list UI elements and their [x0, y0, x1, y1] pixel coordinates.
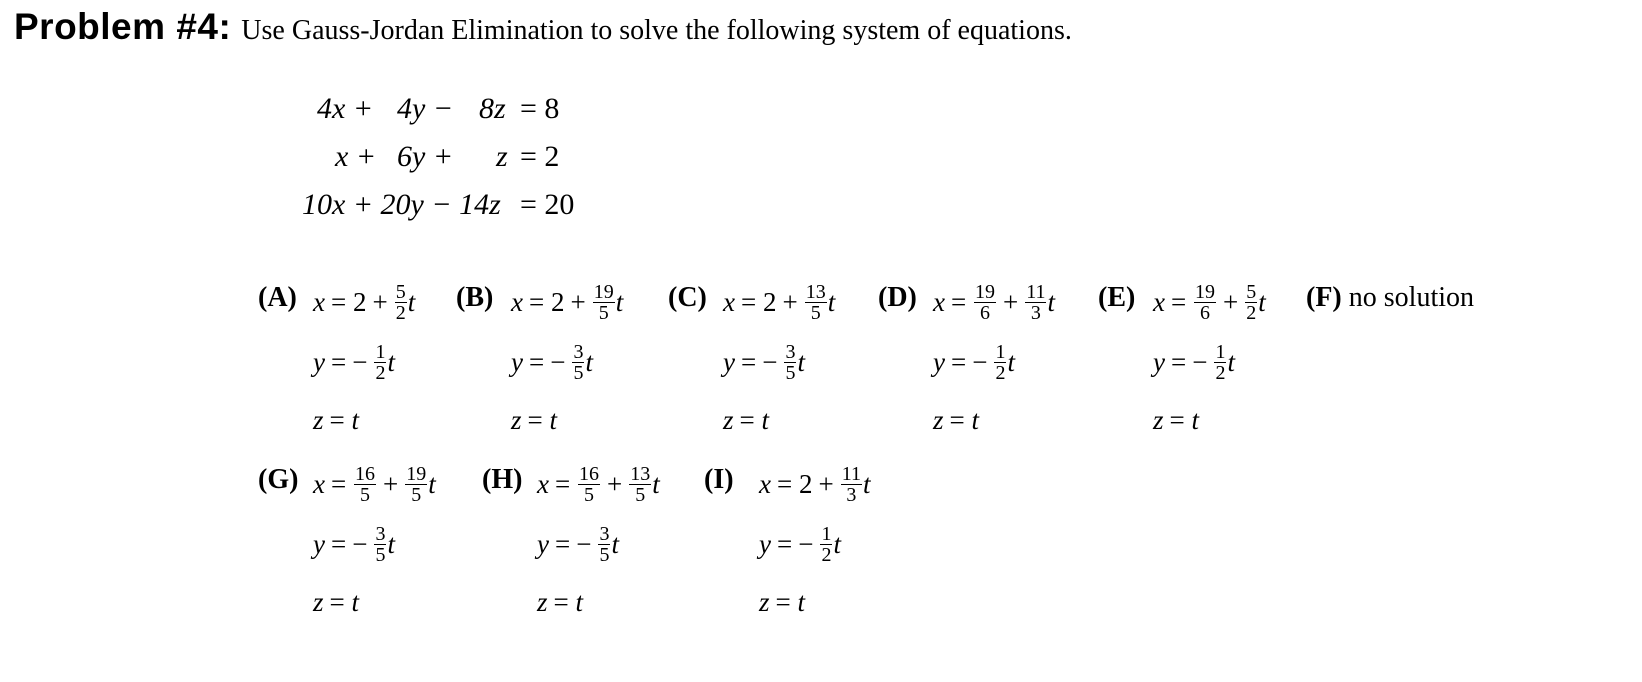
parameter: t: [862, 468, 871, 499]
y-equation: [723, 342, 805, 382]
equation-term: x +: [335, 140, 377, 173]
equation-term: 8z: [479, 92, 506, 125]
equals-sign: =: [1170, 286, 1187, 317]
numerator: 11: [841, 462, 861, 485]
equals-sign: =: [949, 404, 965, 435]
numerator: 19: [406, 462, 427, 485]
equation-2: [314, 140, 614, 188]
variable: y: [313, 346, 325, 377]
variable: x: [313, 468, 325, 499]
equation-rhs: = 20: [520, 188, 575, 221]
parameter: t: [827, 286, 836, 317]
x-equation: [511, 282, 623, 322]
numerator: 19: [593, 280, 614, 303]
plus-sign: +: [606, 468, 623, 499]
parameter: t: [833, 528, 841, 559]
equals-sign: =: [740, 346, 757, 377]
parameter: t: [761, 404, 770, 435]
equals-sign: =: [330, 286, 347, 317]
equals-sign: =: [329, 586, 345, 617]
equation-term: 10x + 20y − 14z: [302, 188, 501, 221]
choice-label: [258, 282, 297, 314]
parameter: t: [1227, 346, 1235, 377]
y-equation: [1153, 342, 1235, 382]
choice-letter: (G): [258, 464, 299, 495]
fraction: [784, 342, 796, 383]
variable: y: [537, 528, 549, 559]
parameter: t: [387, 528, 395, 559]
variable: z: [313, 586, 324, 617]
z-equation: [1153, 400, 1199, 440]
denominator: 2: [821, 543, 832, 566]
fraction: [1214, 342, 1226, 383]
z-equation: [759, 582, 805, 622]
equals-sign: =: [554, 468, 571, 499]
choice-label: [704, 464, 734, 496]
variable: z: [933, 404, 944, 435]
fraction: [354, 464, 376, 505]
denominator: 5: [411, 483, 422, 506]
denominator: 3: [846, 483, 857, 506]
problem-title: Problem #4:: [14, 6, 232, 47]
parameter: t: [1258, 286, 1266, 317]
variable: z: [313, 404, 324, 435]
y-equation: [313, 342, 395, 382]
equals-sign: =: [554, 528, 571, 559]
parameter: t: [351, 404, 360, 435]
z-equation: [537, 582, 583, 622]
equation-term: 4y −: [397, 92, 454, 125]
numerator: 3: [599, 522, 610, 545]
y-equation: [933, 342, 1015, 382]
denominator: 5: [599, 543, 610, 566]
variable: y: [759, 528, 771, 559]
z-equation: [933, 400, 979, 440]
fraction: [820, 524, 832, 565]
parameter: t: [407, 286, 416, 317]
equation-rhs: = 8: [520, 92, 560, 125]
numerator: 13: [630, 462, 651, 485]
variable: x: [759, 468, 771, 499]
parameter: t: [611, 528, 619, 559]
constant: 2: [762, 286, 777, 317]
choice-letter: (I): [704, 464, 734, 495]
parameter: t: [652, 468, 660, 499]
fraction: [405, 464, 427, 505]
equation-term: 4x +: [317, 92, 374, 125]
choice-letter: (E): [1098, 282, 1136, 313]
equals-sign: =: [528, 346, 545, 377]
choice-letter: (A): [258, 282, 297, 313]
problem-description: Use Gauss-Jordan Elimination to solve the following system of equations.: [241, 15, 1072, 46]
denominator: 3: [1030, 301, 1041, 324]
plus-sign: +: [1002, 286, 1019, 317]
parameter: t: [797, 346, 805, 377]
variable: z: [1153, 404, 1164, 435]
fraction: [374, 524, 386, 565]
constant: 2: [550, 286, 565, 317]
numerator: 5: [395, 280, 406, 303]
parameter: t: [585, 346, 593, 377]
choice-letter: (F): [1306, 282, 1342, 313]
variable: y: [933, 346, 945, 377]
minus-sign: −: [972, 346, 988, 377]
denominator: 2: [1246, 301, 1257, 324]
numerator: 3: [573, 340, 584, 363]
minus-sign: −: [352, 346, 368, 377]
variable: x: [723, 286, 735, 317]
fraction: [572, 342, 584, 383]
equals-sign: =: [776, 528, 793, 559]
variable: z: [759, 586, 770, 617]
denominator: 5: [598, 301, 609, 324]
numerator: 3: [375, 522, 386, 545]
variable: y: [723, 346, 735, 377]
fraction: [1025, 282, 1046, 323]
parameter: t: [351, 586, 360, 617]
equals-sign: =: [329, 404, 345, 435]
equals-sign: =: [330, 528, 347, 559]
variable: x: [933, 286, 945, 317]
variable: y: [511, 346, 523, 377]
parameter: t: [797, 586, 806, 617]
y-equation: [511, 342, 593, 382]
variable: z: [537, 586, 548, 617]
denominator: 2: [375, 361, 386, 384]
plus-sign: +: [818, 468, 834, 499]
x-equation: [313, 282, 415, 322]
numerator: 13: [805, 280, 826, 303]
equals-sign: =: [1170, 346, 1187, 377]
choice-letter: (H): [482, 464, 523, 495]
numerator: 3: [785, 340, 796, 363]
equals-sign: =: [1169, 404, 1185, 435]
denominator: 5: [573, 361, 584, 384]
fraction: [805, 282, 827, 323]
z-equation: [313, 400, 359, 440]
parameter: t: [615, 286, 624, 317]
z-equation: [511, 400, 557, 440]
equals-sign: =: [527, 404, 543, 435]
parameter: t: [549, 404, 558, 435]
fraction: [974, 282, 996, 323]
variable: x: [537, 468, 549, 499]
parameter: t: [387, 346, 395, 377]
fraction: [1194, 282, 1216, 323]
numerator: 11: [1026, 280, 1046, 303]
denominator: 5: [785, 361, 796, 384]
choice-label: [1306, 282, 1474, 314]
parameter: t: [575, 586, 584, 617]
choice-label: [878, 282, 917, 314]
equals-sign: =: [740, 286, 757, 317]
minus-sign: −: [798, 528, 814, 559]
choice-letter: (C): [668, 282, 707, 313]
fraction: [395, 282, 407, 323]
denominator: 5: [359, 483, 370, 506]
minus-sign: −: [550, 346, 566, 377]
parameter: t: [1007, 346, 1015, 377]
plus-sign: +: [570, 286, 586, 317]
denominator: 6: [979, 301, 990, 324]
plus-sign: +: [1222, 286, 1239, 317]
equals-sign: =: [553, 586, 569, 617]
x-equation: [933, 282, 1055, 322]
denominator: 5: [375, 543, 386, 566]
fraction: [374, 342, 386, 383]
choice-label: [258, 464, 298, 496]
choice-label: [1098, 282, 1135, 314]
equals-sign: =: [330, 346, 347, 377]
variable: x: [511, 286, 523, 317]
denominator: 2: [995, 361, 1006, 384]
equals-sign: =: [776, 468, 793, 499]
minus-sign: −: [762, 346, 778, 377]
fraction: [1245, 282, 1257, 323]
variable: x: [313, 286, 325, 317]
fraction: [598, 524, 610, 565]
x-equation: [1153, 282, 1266, 322]
fraction: [629, 464, 651, 505]
y-equation: [313, 524, 395, 564]
choice-text: no solution: [1348, 282, 1474, 313]
numerator: 1: [1215, 340, 1226, 363]
parameter: t: [971, 404, 980, 435]
choice-letter: (B): [456, 282, 494, 313]
constant: 2: [798, 468, 813, 499]
denominator: 6: [1199, 301, 1210, 324]
parameter: t: [1047, 286, 1055, 317]
x-equation: [759, 464, 870, 504]
fraction: [841, 464, 862, 505]
fraction: [593, 282, 615, 323]
equals-sign: =: [775, 586, 791, 617]
equation-term: 6y +: [397, 140, 454, 173]
choice-label: [456, 282, 493, 314]
equals-sign: =: [330, 468, 347, 499]
variable: z: [511, 404, 522, 435]
parameter: t: [1191, 404, 1200, 435]
fraction: [578, 464, 600, 505]
x-equation: [723, 282, 835, 322]
minus-sign: −: [1192, 346, 1208, 377]
y-equation: [759, 524, 841, 564]
numerator: 1: [375, 340, 386, 363]
x-equation: [537, 464, 660, 504]
numerator: 16: [354, 462, 375, 485]
numerator: 19: [974, 280, 995, 303]
denominator: 5: [635, 483, 646, 506]
plus-sign: +: [382, 468, 399, 499]
equals-sign: =: [528, 286, 545, 317]
plus-sign: +: [782, 286, 798, 317]
choice-label: [668, 282, 707, 314]
minus-sign: −: [352, 528, 368, 559]
equation-rhs: = 2: [520, 140, 560, 173]
constant: 2: [352, 286, 367, 317]
variable: y: [1153, 346, 1165, 377]
equals-sign: =: [950, 346, 967, 377]
numerator: 1: [821, 522, 832, 545]
denominator: 5: [810, 301, 821, 324]
plus-sign: +: [372, 286, 388, 317]
numerator: 1: [995, 340, 1006, 363]
equals-sign: =: [739, 404, 755, 435]
denominator: 2: [395, 301, 406, 324]
equation-term: z: [496, 140, 508, 173]
equation-3: [302, 188, 614, 236]
denominator: 5: [583, 483, 594, 506]
choice-label: [482, 464, 522, 496]
fraction: [994, 342, 1006, 383]
equals-sign: =: [950, 286, 967, 317]
equation-system: [302, 92, 614, 236]
numerator: 5: [1246, 280, 1257, 303]
variable: y: [313, 528, 325, 559]
minus-sign: −: [576, 528, 592, 559]
y-equation: [537, 524, 619, 564]
variable: z: [723, 404, 734, 435]
x-equation: [313, 464, 436, 504]
variable: x: [1153, 286, 1165, 317]
choice-letter: (D): [878, 282, 917, 313]
problem-heading: [14, 6, 1072, 48]
equation-1: [314, 92, 614, 140]
denominator: 2: [1215, 361, 1226, 384]
z-equation: [313, 582, 359, 622]
z-equation: [723, 400, 769, 440]
numerator: 19: [1194, 280, 1215, 303]
parameter: t: [428, 468, 436, 499]
numerator: 16: [578, 462, 599, 485]
